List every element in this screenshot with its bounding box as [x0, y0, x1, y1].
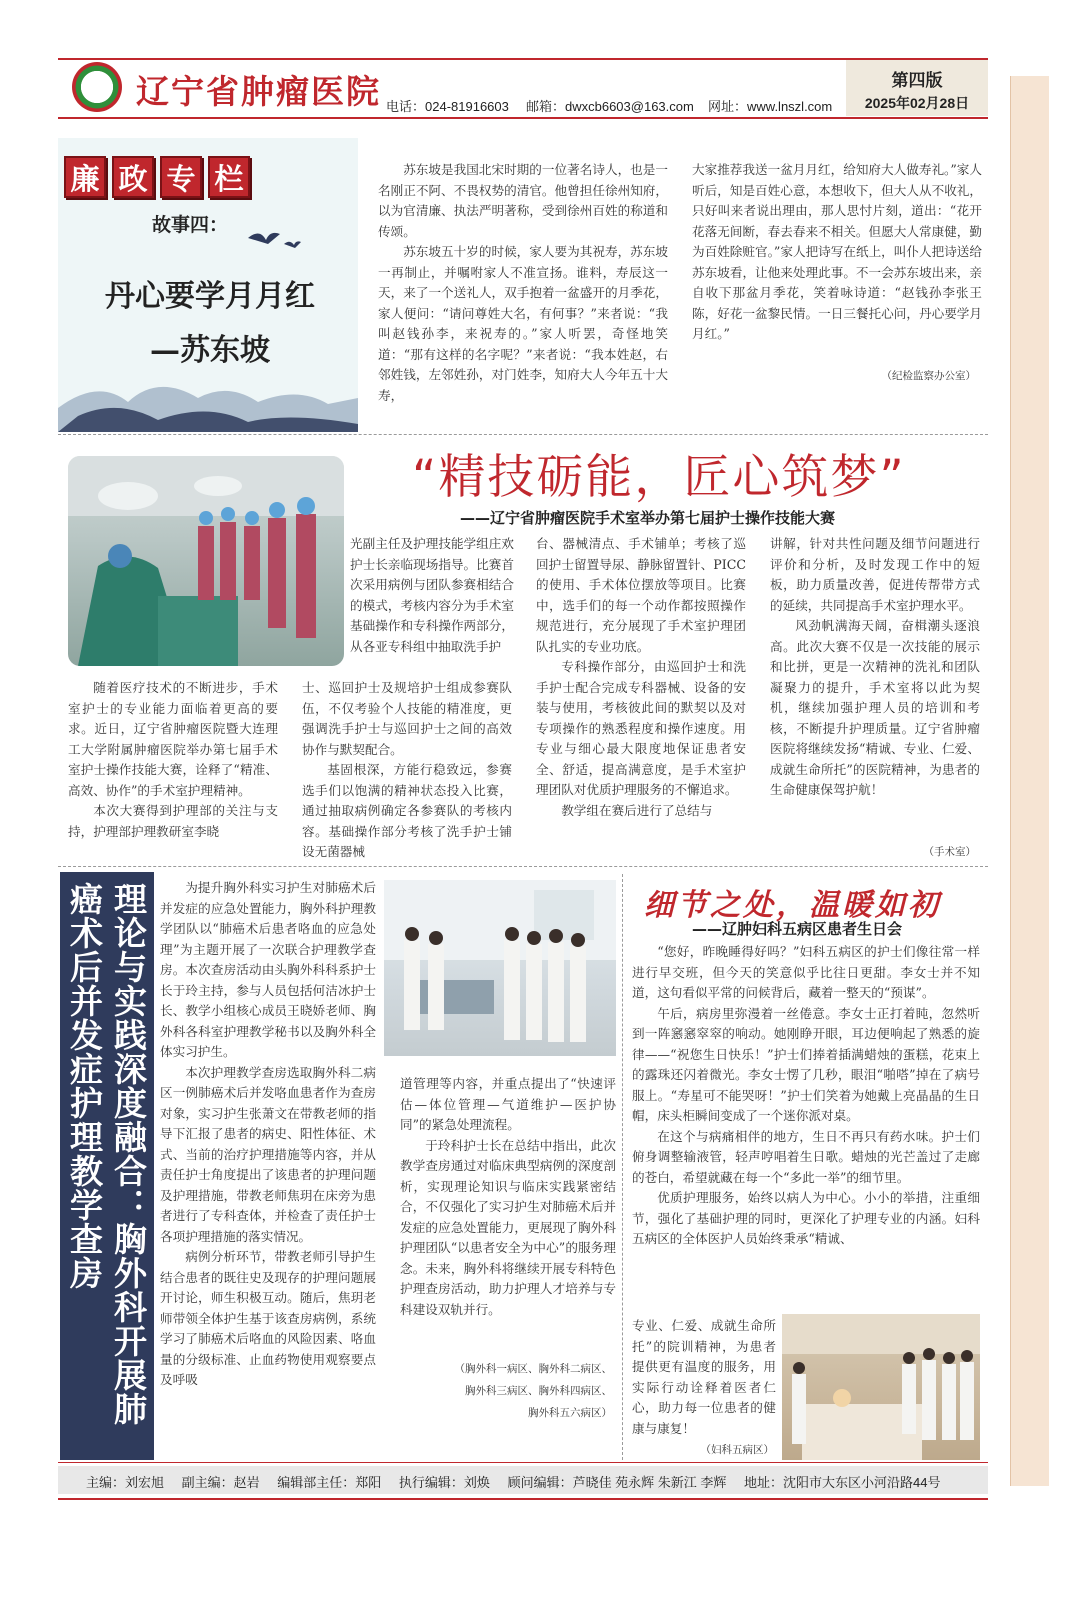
paragraph: 讲解，针对共性问题及细节问题进行评价和分析，及时发现工作中的短板，助力质量改善，促进传帮带方式的延续，共同提高手术室护理水平。: [770, 536, 980, 613]
dept-editor: 编辑部主任：郑阳: [277, 1475, 382, 1490]
badge-char: 廉: [64, 156, 106, 198]
photo-illustration: [782, 1314, 980, 1460]
edition-date: 2025年02月28日: [864, 95, 970, 111]
paragraph: 士、巡回护士及规培护士组成参赛队伍，不仅考验个人技能的精准度，更强调洗手护士与巡回护士之间的高效协作与默契配合。: [302, 680, 512, 757]
section-divider: [58, 434, 988, 435]
paragraph: 随着医疗技术的不断进步，手术室护士的专业能力面临着更高的要求。近日，辽宁省肿瘤医院暨大连理工大学附属肿瘤医院举办第七届手术室护士操作技能大赛，诠释了“精准、高效、协作”的手术室护理精神。: [68, 680, 278, 798]
paragraph: 教学组在赛后进行了总结与: [561, 802, 713, 818]
birthday-headline: 细节之处，温暖如初: [644, 888, 941, 923]
skills-text-col1-bottom: [68, 678, 278, 864]
edition-number: 第四版: [891, 71, 943, 90]
paragraph: 基固根深，方能行稳致远，参赛选手们以饱满的精神状态投入比赛，通过抽取病例确定各参赛队的考核内容。基础操作部分考核了洗手护士铺设无菌器械: [302, 762, 512, 859]
story-title: [70, 270, 350, 378]
paragraph: 优质护理服务，始终以病人为中心。小小的举措，注重细节，强化了基础护理的同时，更深化了护理专业的内涵。妇科五病区的全体医护人员始终秉承“精诚、: [632, 1190, 980, 1246]
birthday-signature: （妇科五病区）: [700, 1444, 774, 1456]
skills-text-col3: [536, 534, 746, 864]
paragraph: 苏东坡是我国北宋时期的一位著名诗人，也是一名刚正不阿、不畏权势的清官。他曾担任徐州知府，以为官清廉、执法严明著称，受到徐州百姓的称道和传颂。: [378, 162, 668, 239]
photo-illustration: [68, 456, 344, 666]
deputy-editor: 副主编：赵岩: [181, 1475, 260, 1490]
contact-website: 网址：www.lnszl.com: [708, 99, 833, 114]
paragraph: 台、器械清点、手术铺单；考核了巡回护士留置导尿、静脉留置针、PICC的使用、手术体位摆放等项目。比赛中，选手们的每一个动作都按照操作规范进行，充分展现了手术室护理团队扎实的专业功底。: [536, 536, 746, 654]
footer-top-rule: [58, 1462, 988, 1463]
badge-char: 专: [160, 156, 202, 198]
paragraph: 在这个与病痛相伴的地方，生日不再只有药水味。护士们俯身调整输液管，轻声哼唱着生日歌。蜡烛的光芒盖过了走廊的苍白，希望就藏在每一个“多此一举”的细节里。: [632, 1128, 980, 1185]
skills-text-col4: [770, 534, 980, 844]
paragraph: 本次大赛得到护理部的关注与支持，护理部护理教研室李晓: [68, 803, 278, 839]
teaching-vertical-title: 理论与实践深度融合：胸外科开展肺癌术后并发症护理教学查房: [65, 882, 148, 1426]
footer-bottom-rule: [58, 1498, 988, 1500]
skills-headline: “精技砺能，匠心筑梦”: [412, 450, 906, 505]
column-divider: [622, 874, 623, 1460]
teaching-signature: [420, 1358, 612, 1424]
paragraph: 大家推荐我送一盆月月红，给知府大人做寿礼。”家人听后，知是百姓心意，本想收下，但大人从不收礼，只好叫来者说出理由，那人思忖片刻，道出：“花开花落无间断，春去春来不相关。但愿大人常康健，勤为百姓除赃官。”家人把诗写在纸上，叫仆人把诗送给苏东坡看，让他来处理此事。不一会苏东坡出来，亲自收下那盆月季花，笑着咏诗道：“赵钱孙李张王陈，好花一盆黎民情。一日三餐托心问，丹心要学月月红。”: [692, 162, 982, 341]
paragraph: 于玲科护士长在总结中指出，此次教学查房通过对临床典型病例的深度剖析，实现理论知识与临床实践紧密结合，不仅强化了实习护生对肺癌术后并发症的应急处置能力，更展现了胸外科护理团队“以患者安全为中心”的服务理念。未来，胸外科将继续开展专科特色护理查房活动，助力护理人才培养与专科建设双轨并行。: [400, 1137, 616, 1317]
paragraph: 风劲帆满海天阔，奋楫潮头逐浪高。此次大赛不仅是一次技能的展示和比拼，更是一次精神的洗礼和团队凝聚力的提升，手术室将以此为契机，继续加强护理人员的培训和考核，不断提升护理质量。辽宁省肿瘤医院将继续发扬“精诚、专业、仁爱、成就生命所托”的医院精神，为患者的生命健康保驾护航！: [770, 618, 980, 797]
paragraph: 为提升胸外科实习护生对肺癌术后并发症的应急处置能力，胸外科护理教学团队以“肺癌术后患者咯血的应急处理”为主题开展了一次联合护理教学查房。本次查房活动由头胸外科科系护士长于玲主持，参与人员包括何洁冰护士长、教学小组核心成员王晓娇老师、胸外科各科室护理教学秘书以及胸外科全体实习护生。: [160, 880, 376, 1059]
paragraph: “您好，昨晚睡得好吗？”妇科五病区的护士们像往常一样进行早交班，但今天的笑意似乎比往日更甜。李女士并不知道，这句看似平常的问候背后，藏着一整天的“预谋”。: [632, 944, 980, 1000]
badge-char: 栏: [208, 156, 250, 198]
story-title-line2: —苏东坡: [150, 333, 270, 368]
paragraph: 本次护理教学查房选取胸外科二病区一例肺癌术后并发咯血患者作为查房对象，实习护生张萧文在带教老师的指导下汇报了患者的病史、阳性体征、术式、当前的治疗护理措施等内容，并从责任护士角度提出了该患者的护理问题及护理措施，带教老师焦玥在床旁为患者进行了专科查体，并检查了责任护士各项护理措施的落实情况。: [160, 1064, 376, 1244]
integrity-column-badge: [64, 156, 250, 198]
exec-editor: 执行编辑：刘焕: [398, 1475, 490, 1490]
side-decorative-strip: [1010, 76, 1049, 1486]
signature-line: （胸外科一病区、胸外科二病区、: [454, 1363, 612, 1375]
paragraph: 苏东坡五十岁的时候，家人要为其祝寿，苏东坡一再制止，并嘱咐家人不准宣扬。谁料，寿辰这一天，来了一个送礼人，双手抱着一盆盛开的月季花，家人便问：“请问尊姓大名，有何事？”来者说：“我叫赵钱孙李，来祝寿的。”家人听罢，奇怪地笑道：“那有这样的名字呢？”来者说：“我本姓赵，右邻姓钱，左邻姓孙，对门姓李，知府大人今年五十大寿，: [378, 244, 668, 403]
badge-char: 政: [112, 156, 154, 198]
paragraph: 道管理等内容，并重点提出了“快速评估—体位管理—气道维护—医护协同”的紧急处理流程。: [400, 1076, 616, 1132]
teaching-text-col2: [400, 1074, 616, 1356]
integrity-text-col1: [378, 160, 668, 406]
integrity-signature: （纪检监察办公室）: [881, 370, 976, 382]
footer-credits: [86, 1472, 955, 1491]
paragraph: 病例分析环节，带教老师引导护生结合患者的既往史及现存的护理问题展开讨论，师生积极互动。随后，焦玥老师带领全体护生基于该查房病例，系统学习了肺癌术后咯血的风险因素、咯血量的分级标准、止血药物使用观察要点及呼吸: [160, 1249, 376, 1387]
signature-line: 胸外科五六病区）: [528, 1407, 612, 1419]
teaching-text-col1: [160, 878, 376, 1460]
paragraph: 专科操作部分，由巡回护士和洗手护士配合完成专科器械、设备的安装与使用，考核彼此间的默契以及对专项操作的熟悉程度和操作速度。用专业与细心最大限度地保证患者安全、舒适，提高满意度，是手术室护理团队对优质护理服务的不懈追求。: [536, 659, 746, 797]
photo-illustration: [384, 880, 616, 1056]
paragraph: 专业、仁爱、成就生命所托”的院训精神，为患者提供更有温度的服务，用实际行动诠释着医者仁心，助力每一位患者的健康与康复！: [632, 1318, 776, 1436]
birthday-text-narrow: [632, 1316, 776, 1440]
skills-signature: （手术室）: [923, 846, 976, 858]
skills-text-col2: [302, 678, 512, 864]
birthday-party-photo: [782, 1314, 980, 1460]
skills-text-col1-top: [350, 534, 514, 676]
signature-line: 胸外科三病区、胸外科四病区、: [465, 1385, 612, 1397]
masthead-bottom-rule: [58, 117, 988, 119]
address: 地址：沈阳市大东区小河沿路44号: [744, 1475, 941, 1490]
birthday-subheadline: ——辽肿妇科五病区患者生日会: [692, 920, 903, 938]
skills-subheadline: ——辽宁省肿瘤医院手术室举办第七届护士操作技能大赛: [460, 509, 836, 527]
hospital-name: 辽宁省肿瘤医院: [136, 72, 381, 111]
ink-mountains-illustration: [58, 368, 358, 432]
birthday-text-main: [632, 942, 980, 1310]
advisory-editors: 顾问编辑：芦晓佳 苑永辉 朱新江 李辉: [507, 1475, 727, 1490]
swallows-illustration: [244, 224, 304, 254]
surgery-competition-photo: [68, 456, 344, 666]
editor-in-chief: 主编：刘宏旭: [86, 1475, 165, 1490]
integrity-text-col2: [692, 160, 982, 366]
teaching-rounds-photo: [384, 880, 616, 1056]
teaching-title-box: [60, 872, 154, 1460]
story-number: 故事四：: [152, 214, 229, 236]
contact-email: 邮箱：dwxcb6603@163.com: [526, 99, 694, 114]
paragraph: 光副主任及护理技能学组庄欢护士长亲临现场指导。比赛首次采用病例与团队参赛相结合的模式，考核内容分为手术室基础操作和专科操作两部分，从各亚专科组中抽取洗手护: [350, 536, 514, 654]
hospital-logo: [72, 62, 122, 112]
story-title-line1: 丹心要学月月红: [105, 279, 315, 314]
section-divider: [58, 866, 988, 867]
contact-phone: 电话：024-81916603: [386, 99, 509, 114]
paragraph: 午后，病房里弥漫着一丝倦意。李女士正打着盹，忽然听到一阵窸窸窣窣的响动。她刚睁开眼，耳边便响起了熟悉的旋律——“祝您生日快乐！”护士们捧着插满蜡烛的蛋糕，花束上的露珠还闪着微光。李女士愣了几秒，眼泪“啪嗒”掉在了病号服上。“寿星可不能哭呀！”护士们笑着为她戴上亮晶晶的生日帽，床头柜瞬间变成了一个迷你派对桌。: [632, 1005, 980, 1123]
